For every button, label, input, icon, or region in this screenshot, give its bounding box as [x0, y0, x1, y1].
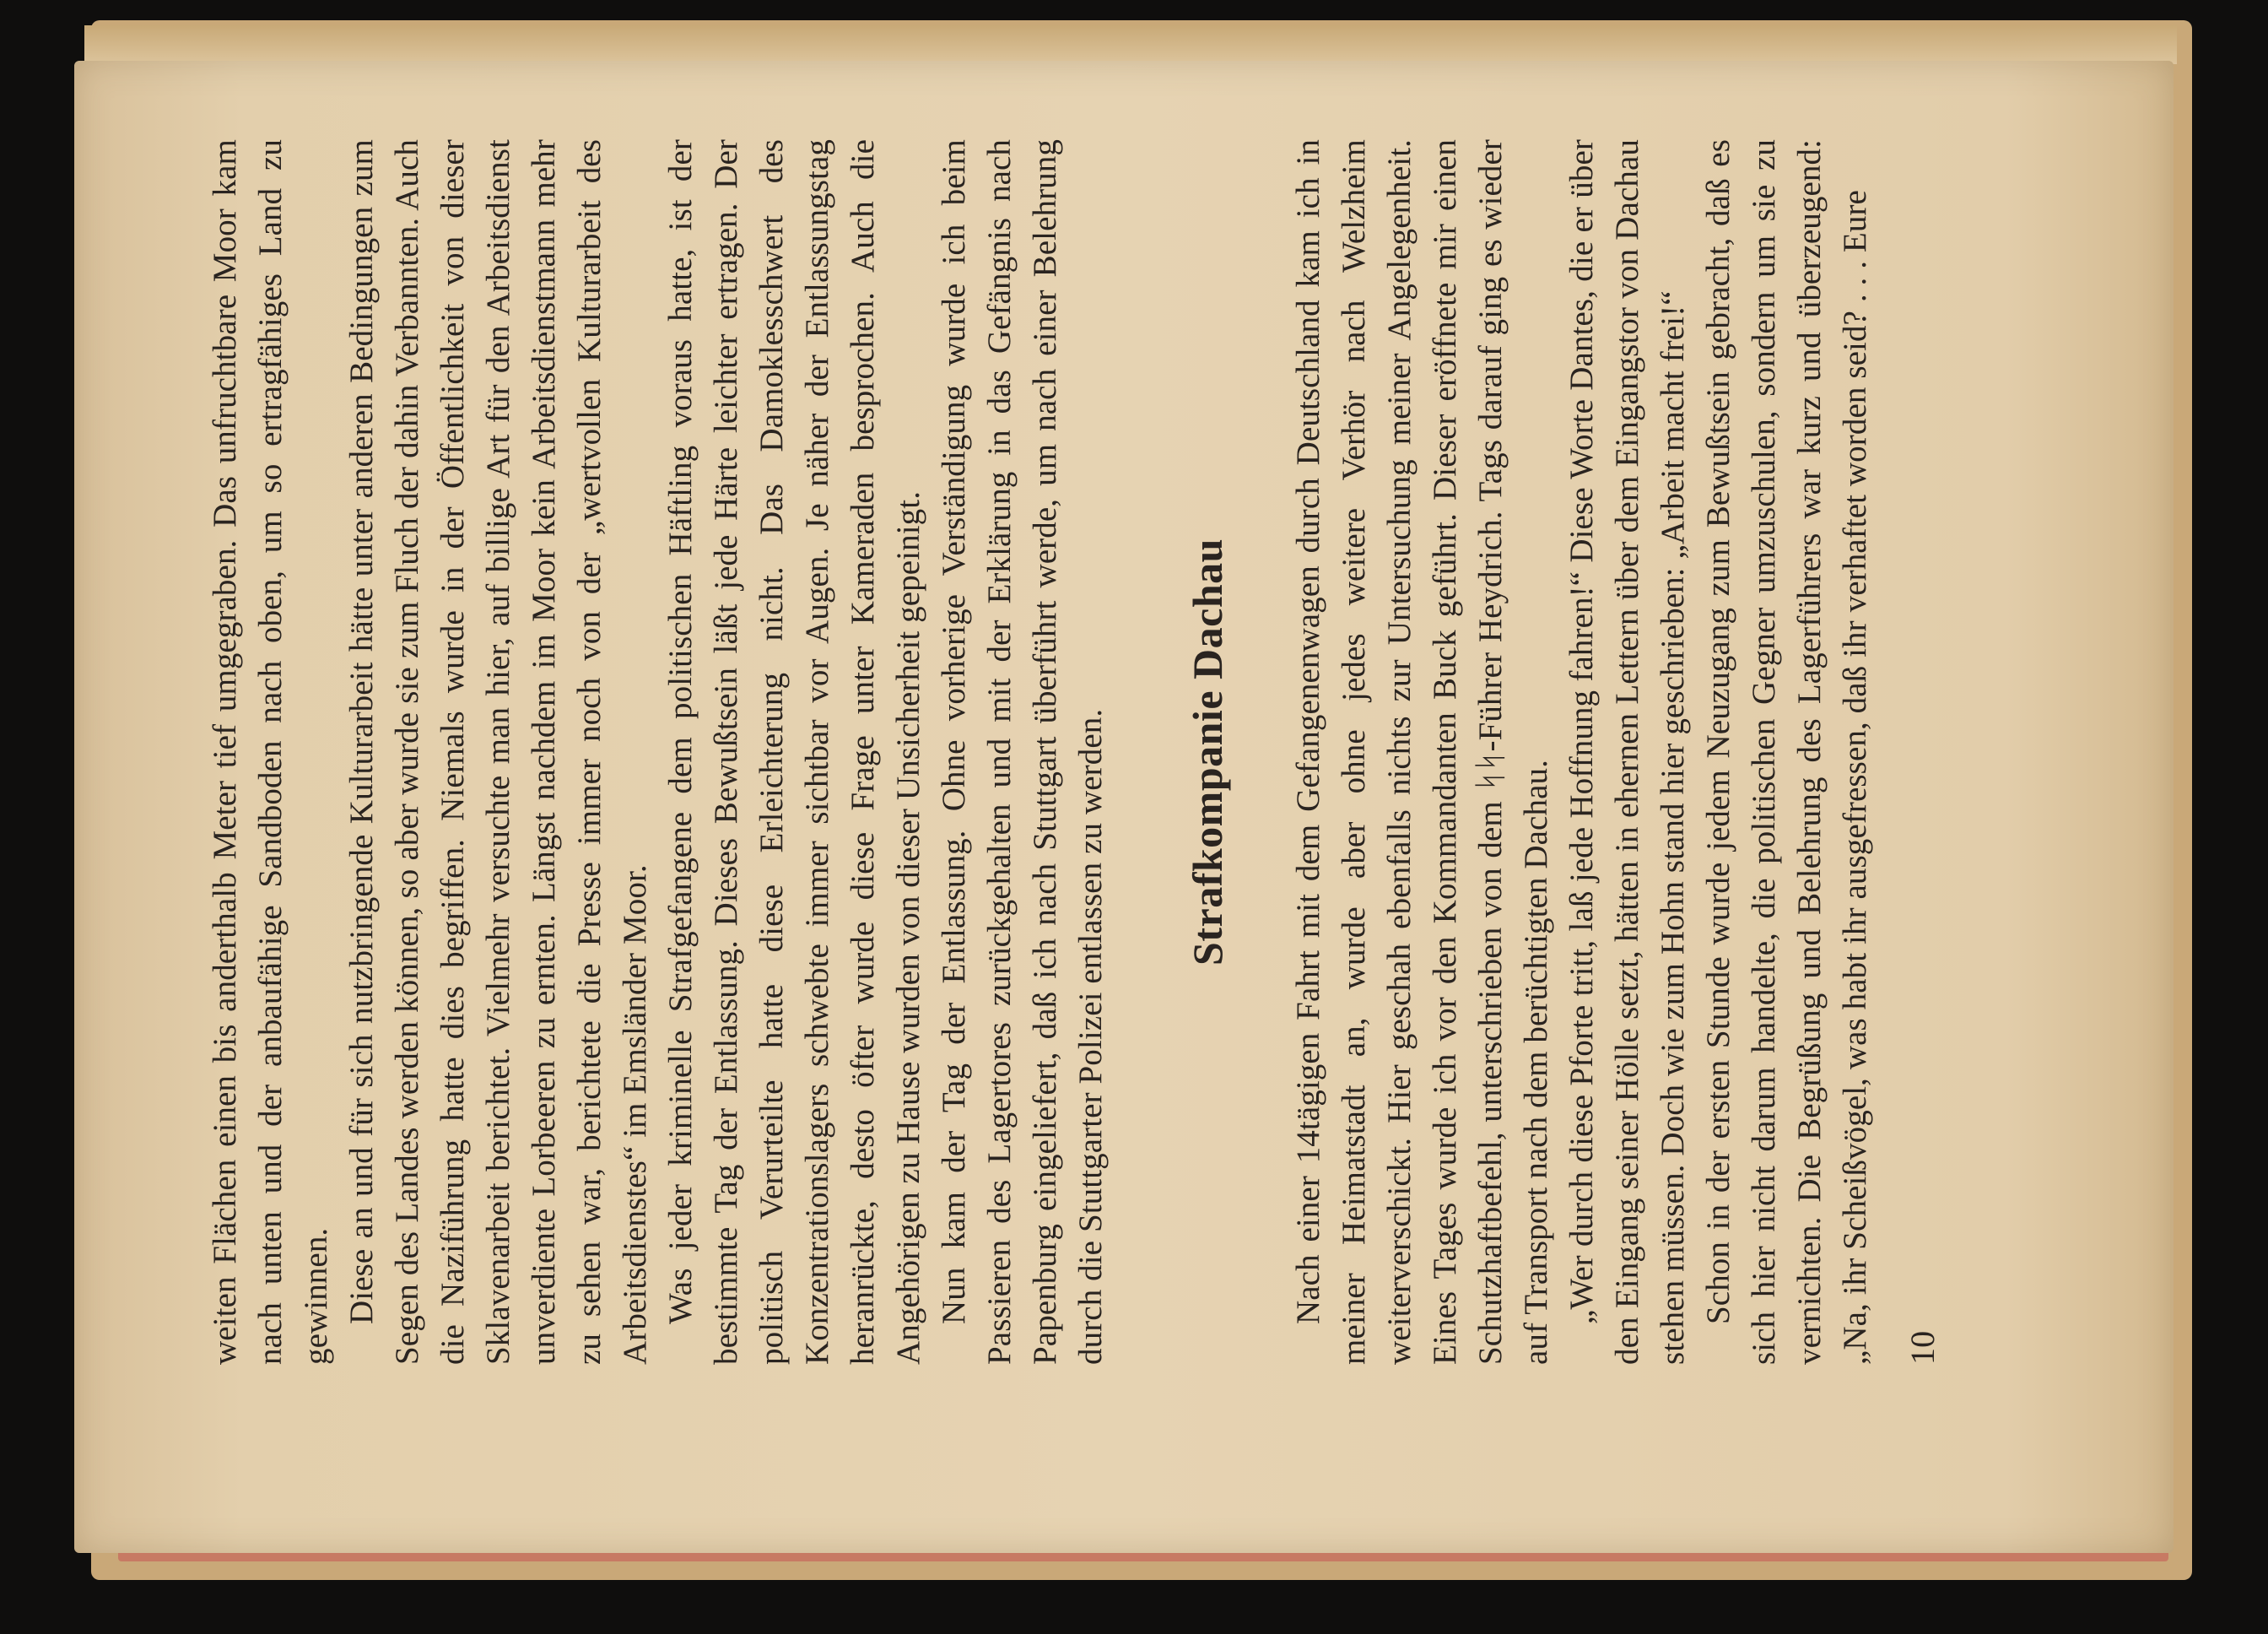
paragraph-6: „Wer durch diese Pforte tritt, laß jede Hoffnung fahren!“ Diese Worte Dantes, die er über den Eingang seiner Hölle setzt, hätten in ehernen Lettern über dem Eingangstor von Dachau stehen müssen. Doch wie zum Hohn stand hier geschrieben: „Arbeit macht frei!“: [1563, 139, 1691, 1365]
paragraph-2: Diese an und für sich nutzbringende Kulturarbeit hätte unter anderen Bedingungen zum Segen des Landes werden können, so aber wurde sie zum Fluch der dahin Verbannten. Auch die Naziführung hatte dies begriffen. Niemals wurde in der Öffentlichkeit von dieser Sklavenarbeit berichtet. Vielmehr versuchte man hier, auf billige Art für den Arbeitsdienst unverdiente Lorbeeren zu ernten. Längst nachdem im Moor kein Arbeitsdienstmann mehr zu sehen war, berichtete die Presse immer noch von der „wertvollen Kulturarbeit des Arbeitsdienstes“ im Emsländer Moor.: [343, 139, 653, 1365]
paragraph-1: weiten Flächen einen bis anderthalb Meter tief umgegraben. Das unfruchtbare Moor kam nach unten und der anbaufähige Sandboden nach oben, um so ertragfähiges Land zu gewinnen.: [207, 139, 334, 1365]
section-heading: Strafkompanie Dachau: [1184, 538, 1231, 966]
text-block-frame: [202, 139, 2033, 1365]
paragraph-4: Nun kam der Tag der Entlassung. Ohne vorherige Verständigung wurde ich beim Passieren des Lagertores zurückgehalten und mit der Erklärung in das Gefängnis nach Papenburg eingeliefert, daß ich nach Stuttgart überführt werde, um nach einer Belehrung durch die Stuttgarter Polizei entlassen zu werden.: [936, 139, 1109, 1365]
paragraph-5: Nach einer 14tägigen Fahrt mit dem Gefangenenwagen durch Deutschland kam ich in meiner Heimatstadt an, wurde aber ohne jedes weitere Verhör nach Welzheim weiterverschickt. Hier geschah ebenfalls nichts zur Untersuchung meiner Angelegenheit. Eines Tages wurde ich vor den Kommandanten Buck geführt. Dieser eröffnete mir einen Schutzhaftbefehl, unterschrieben von dem ᛋᛋ-Führer Heydrich. Tags darauf ging es wieder auf Transport nach dem berüchtigten Dachau.: [1290, 139, 1554, 1365]
page-number: 10: [1904, 1330, 1941, 1365]
binding-gutter: [84, 25, 2177, 64]
paragraph-7: Schon in der ersten Stunde wurde jedem Neuzugang zum Bewußtsein gebracht, daß es sich hier nicht darum handelte, die politischen Gegner umzuschulen, sondern um sie zu vernichten. Die Begrüßung und Belehrung des Lagerführers war kurz und überzeugend: „Na, ihr Scheißvögel, was habt ihr ausgefressen, daß ihr verhaftet worden seid? . . . Eure: [1700, 139, 1873, 1365]
rotated-text-block: [202, 139, 2033, 1365]
paragraph-3: Was jeder kriminelle Strafgefangene dem politischen Häftling voraus hatte, ist der bestimmte Tag der Entlassung. Dieses Bewußtsein läßt jede Härte leichter ertragen. Der politisch Verurteilte hatte diese Erleichterung nicht. Das Damoklesschwert des Konzentrationslagers schwebte immer sichtbar vor Augen. Je näher der Entlassungstag heranrückte, desto öfter wurde diese Frage unter Kameraden besprochen. Auch die Angehörigen zu Hause wurden von dieser Unsicherheit gepeinigt.: [662, 139, 926, 1365]
